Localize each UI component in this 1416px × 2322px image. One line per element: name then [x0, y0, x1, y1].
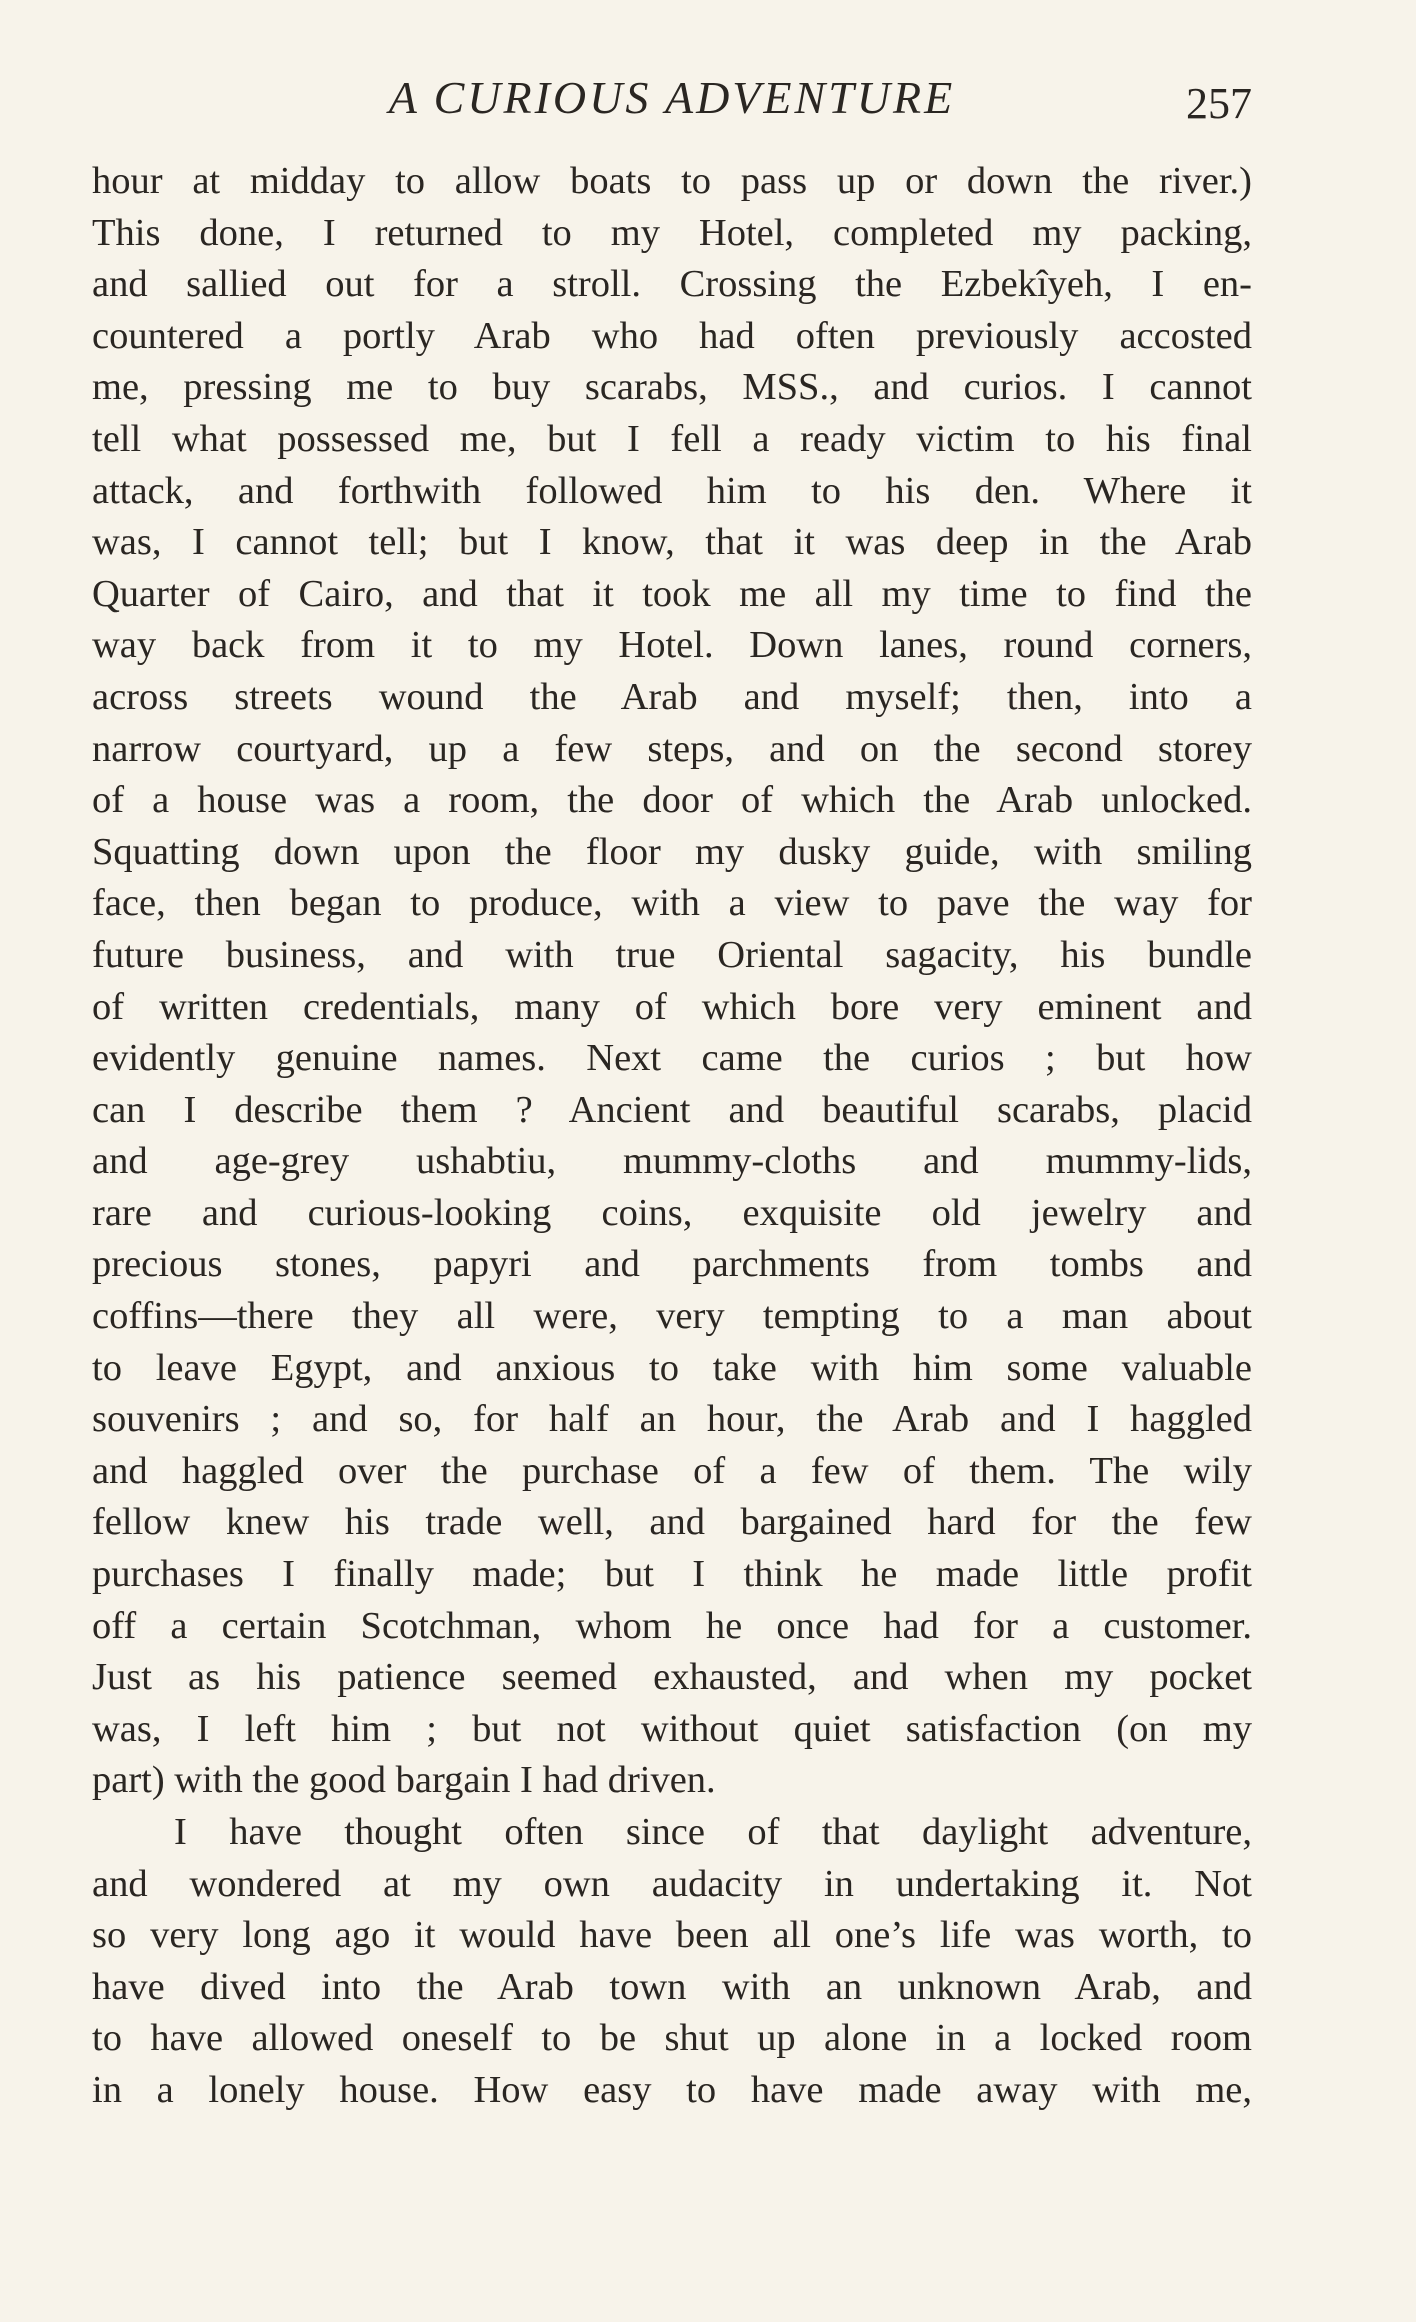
text-line: purchases I finally made; but I think he made little profit	[92, 1553, 1252, 1596]
text-line: future business, and with true Oriental sagacity, his bundle	[92, 933, 1252, 976]
text-line: souvenirs ; and so, for half an hour, the Arab and I haggled	[92, 1398, 1252, 1441]
text-line: attack, and forthwith followed him to his den. Where it	[92, 469, 1252, 512]
text-line: face, then began to produce, with a view to pave the way for	[92, 882, 1252, 925]
text-line: off a certain Scotchman, whom he once had for a customer.	[92, 1604, 1252, 1647]
text-line: fellow knew his trade well, and bargained hard for the few	[92, 1501, 1252, 1544]
text-line: narrow courtyard, up a few steps, and on the second storey	[92, 727, 1252, 770]
text-line: can I describe them ? Ancient and beautiful scarabs, placid	[92, 1088, 1252, 1131]
text-line: across streets wound the Arab and myself; then, into a	[92, 675, 1252, 718]
text-line: evidently genuine names. Next came the curios ; but how	[92, 1037, 1252, 1080]
text-line: Quarter of Cairo, and that it took me all my time to find the	[92, 572, 1252, 615]
text-line: me, pressing me to buy scarabs, MSS., and curios. I cannot	[92, 366, 1252, 409]
text-line: way back from it to my Hotel. Down lanes, round corners,	[92, 624, 1252, 667]
text-line: and haggled over the purchase of a few of them. The wily	[92, 1449, 1252, 1492]
text-line: This done, I returned to my Hotel, completed my packing,	[92, 211, 1252, 254]
text-line: tell what possessed me, but I fell a ready victim to his final	[92, 417, 1252, 460]
text-line: Just as his patience seemed exhausted, and when my pocket	[92, 1656, 1252, 1699]
text-line: countered a portly Arab who had often previously accosted	[92, 314, 1252, 357]
text-line: to leave Egypt, and anxious to take with him some valuable	[92, 1346, 1252, 1389]
text-line: so very long ago it would have been all one’s life was worth, to	[92, 1914, 1252, 1957]
text-line: and wondered at my own audacity in undertaking it. Not	[92, 1862, 1252, 1905]
text-line: hour at midday to allow boats to pass up or down the river.)	[92, 160, 1252, 202]
text-line: was, I left him ; but not without quiet satisfaction (on my	[92, 1707, 1252, 1750]
body-text	[92, 156, 1252, 2117]
text-line: was, I cannot tell; but I know, that it was deep in the Arab	[92, 521, 1252, 564]
text-line: Squatting down upon the floor my dusky guide, with smiling	[92, 830, 1252, 873]
text-line: and age-grey ushabtiu, mummy-cloths and mummy-lids,	[92, 1140, 1252, 1183]
text-line: coffins—there they all were, very tempting to a man about	[92, 1295, 1252, 1338]
running-head	[92, 68, 1252, 128]
text-line: in a lonely house. How easy to have made away with me,	[92, 2068, 1252, 2111]
text-line: and sallied out for a stroll. Crossing the Ezbekîyeh, I en-	[92, 263, 1252, 306]
text-line: have dived into the Arab town with an unknown Arab, and	[92, 1965, 1252, 2008]
text-line: to have allowed oneself to be shut up alone in a locked room	[92, 2017, 1252, 2060]
text-line: precious stones, papyri and parchments from tombs and	[92, 1243, 1252, 1286]
text-line: part) with the good bargain I had driven.	[92, 1759, 716, 1802]
text-line: of written credentials, many of which bore very eminent and	[92, 985, 1252, 1028]
text-line: rare and curious-looking coins, exquisite old jewelry and	[92, 1191, 1252, 1234]
page-number: 257	[1186, 79, 1252, 128]
text-line: I have thought often since of that daylight adventure,	[174, 1811, 1252, 1853]
text-line: of a house was a room, the door of which the Arab unlocked.	[92, 779, 1252, 822]
running-title: A CURIOUS ADVENTURE	[388, 72, 956, 123]
